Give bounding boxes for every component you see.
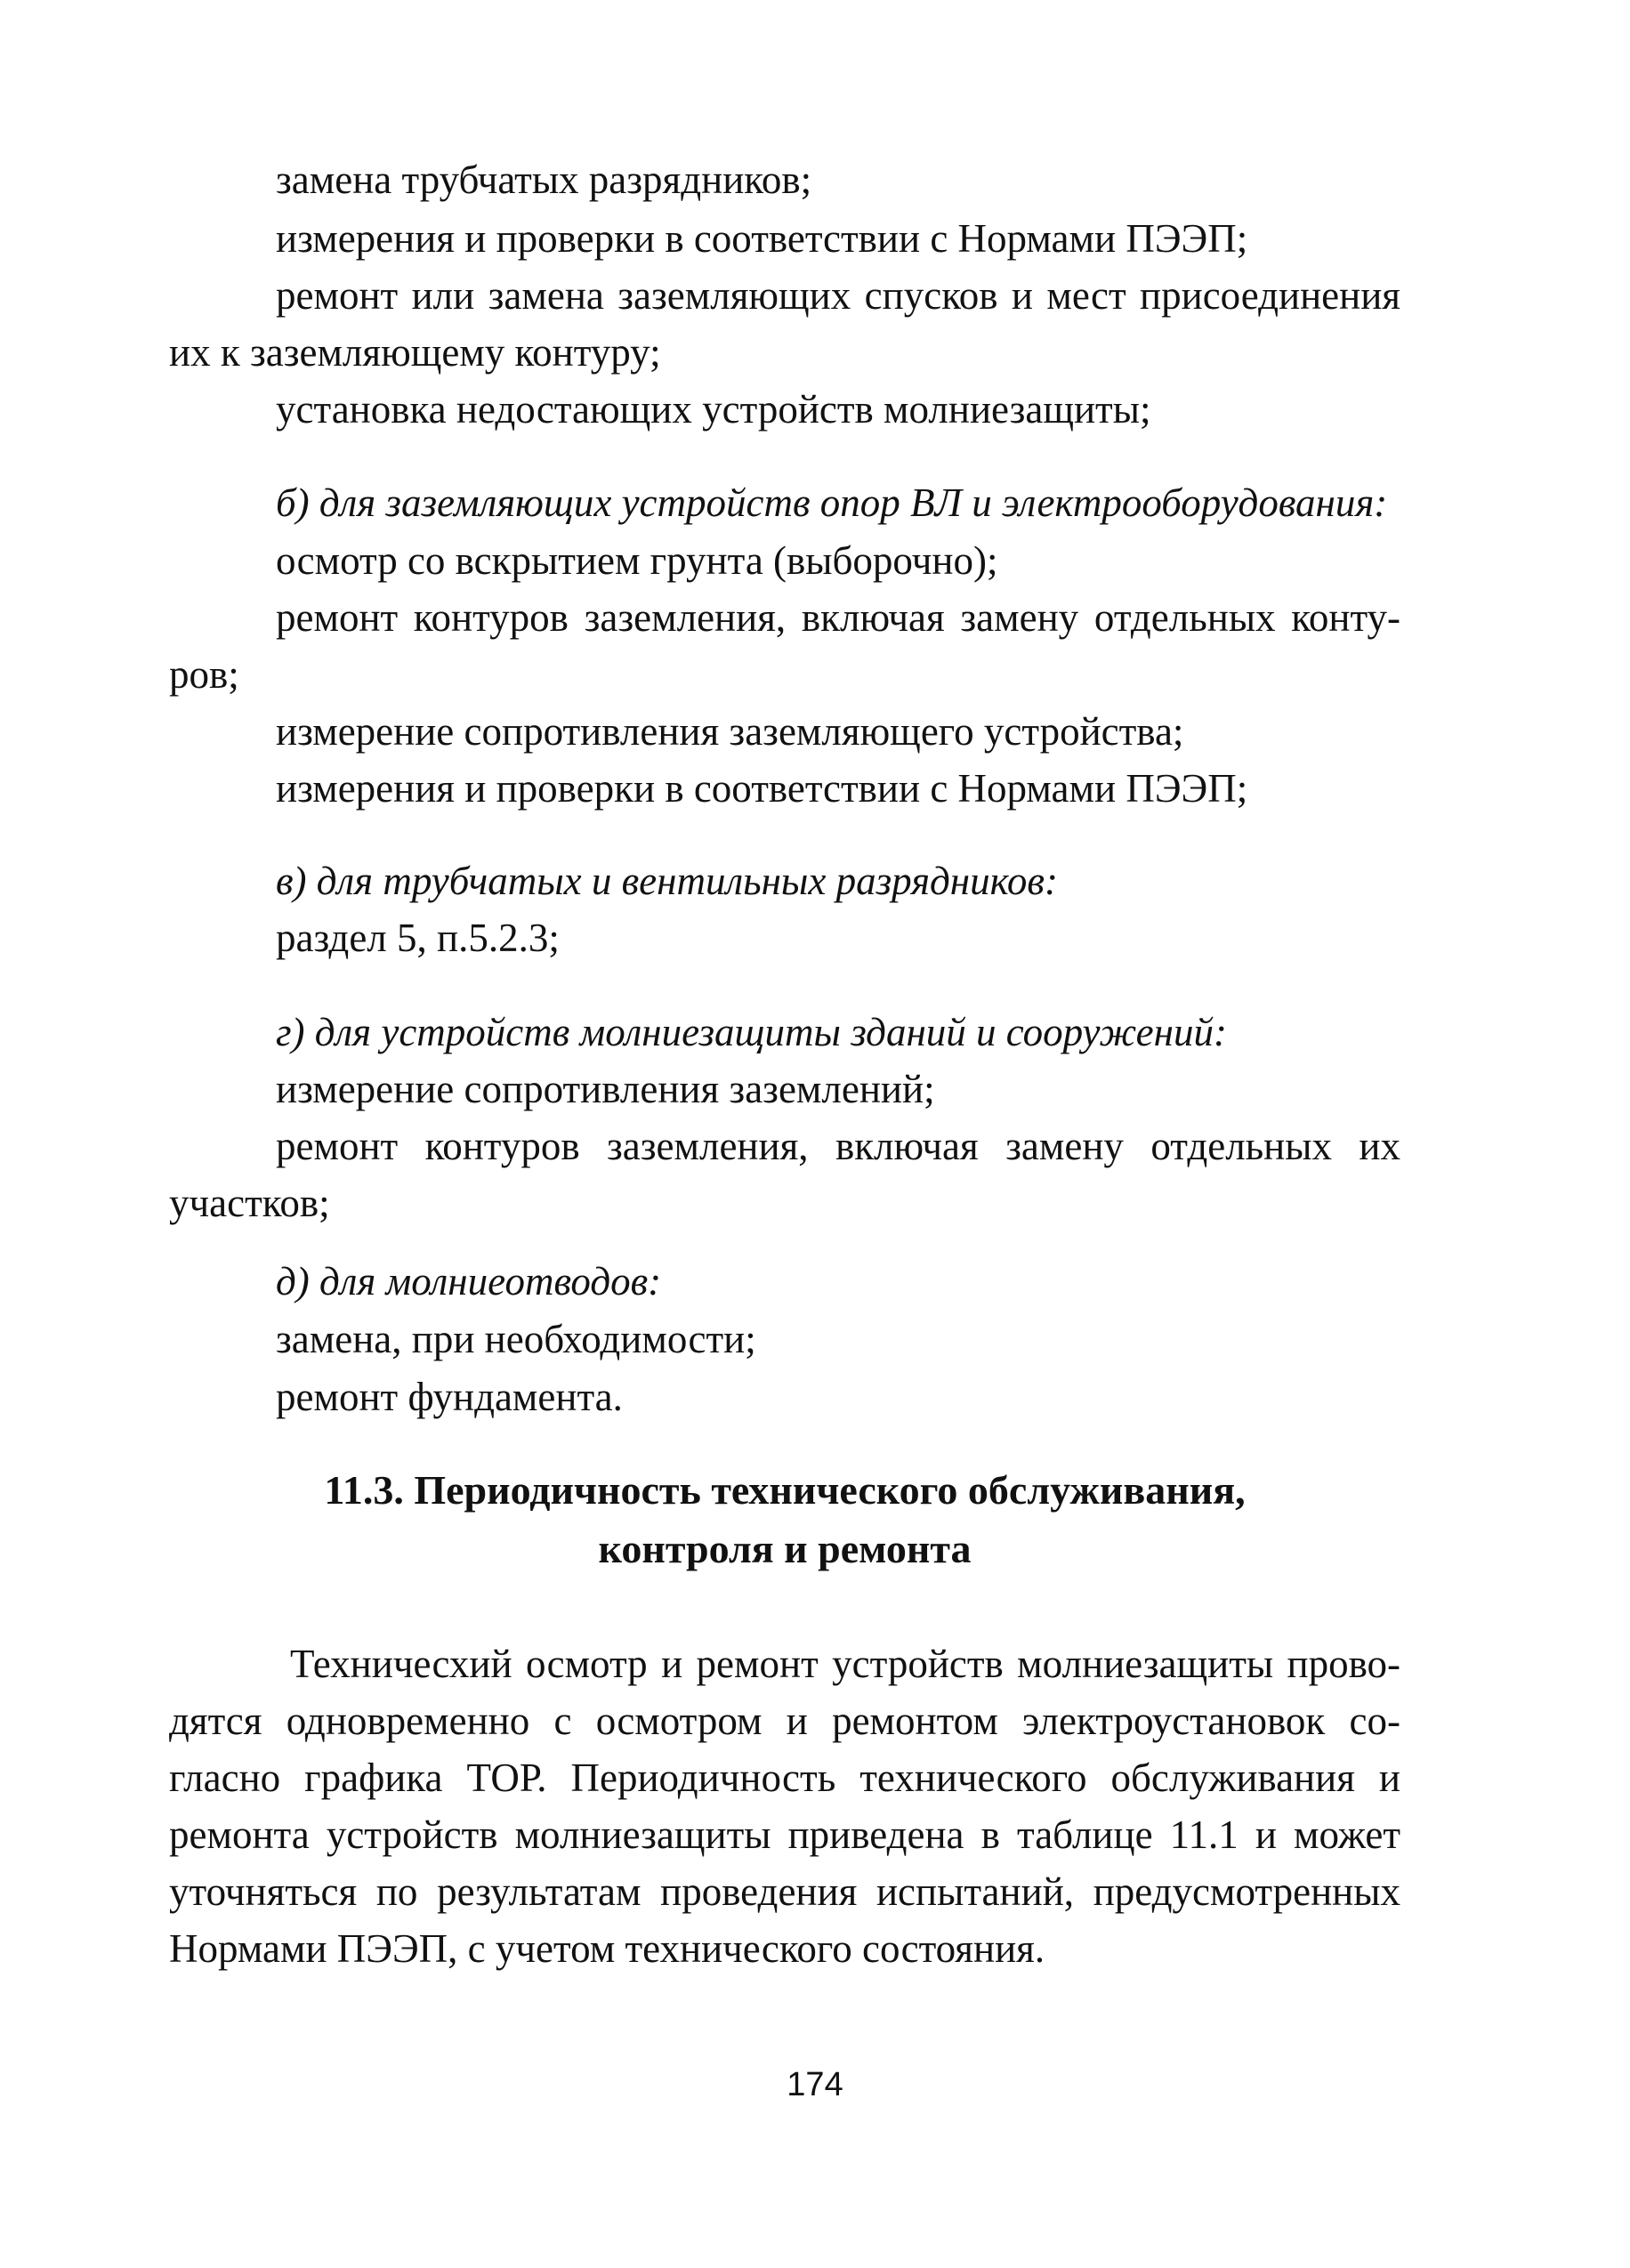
text-line: измерения и проверки в соответствии с Нормами ПЭЭП; [276, 766, 1248, 811]
text-line: установка недостающих устройств молниезащиты; [276, 387, 1151, 432]
section-title: 11.3. Периодичность технического обслуживания, [324, 1467, 1246, 1513]
text-line: их к заземляющему контуру; [169, 330, 661, 375]
text-line: измерение сопротивления заземляющего устройства; [276, 709, 1184, 754]
text-line: ров; [169, 652, 239, 697]
page-number: 174 [787, 2066, 843, 2103]
list-heading: б) для заземляющих устройств опор ВЛ и электрооборудования: [276, 480, 1388, 525]
paragraph-line: гласно графика ТОР. Периодичность технического обслуживания и [169, 1755, 1400, 1800]
text-line: ремонт или замена заземляющих спусков и мест присоединения [276, 273, 1400, 318]
text-line: замена, при необходимости; [276, 1317, 756, 1361]
list-heading: д) для молниеотводов: [276, 1259, 662, 1303]
text-line: замена трубчатых разрядников; [276, 157, 812, 202]
paragraph-line: дятся одновременно с осмотром и ремонтом электроустановок со- [169, 1699, 1400, 1743]
section-title: контроля и ремонта [598, 1526, 972, 1571]
text-line: измерения и проверки в соответствии с Нормами ПЭЭП; [276, 216, 1248, 261]
paragraph-line: ремонта устройств молниезащиты приведена в таблице 11.1 и может [169, 1812, 1400, 1857]
text-line: ремонт контуров заземления, включая замену отдельных их [276, 1124, 1400, 1168]
text-line: ремонт фундамента. [276, 1375, 623, 1419]
paragraph-line: Техничесхий осмотр и ремонт устройств молниезащиты прово- [290, 1642, 1400, 1686]
list-heading: в) для трубчатых и вентильных разрядников: [276, 859, 1058, 903]
list-heading: г) для устройств молниезащиты зданий и сооружений: [276, 1010, 1227, 1054]
text-line: участков; [169, 1181, 330, 1225]
text-line: ремонт контуров заземления, включая замену отдельных конту- [276, 595, 1400, 640]
paragraph-line: уточняться по результатам проведения испытаний, предусмотренных [169, 1869, 1400, 1914]
text-line: раздел 5, п.5.2.3; [276, 916, 560, 960]
paragraph-line: Нормами ПЭЭП, с учетом технического состояния. [169, 1926, 1045, 1971]
text-line: измерение сопротивления заземлений; [276, 1067, 935, 1111]
text-line: осмотр со вскрытием грунта (выборочно); [276, 538, 998, 583]
